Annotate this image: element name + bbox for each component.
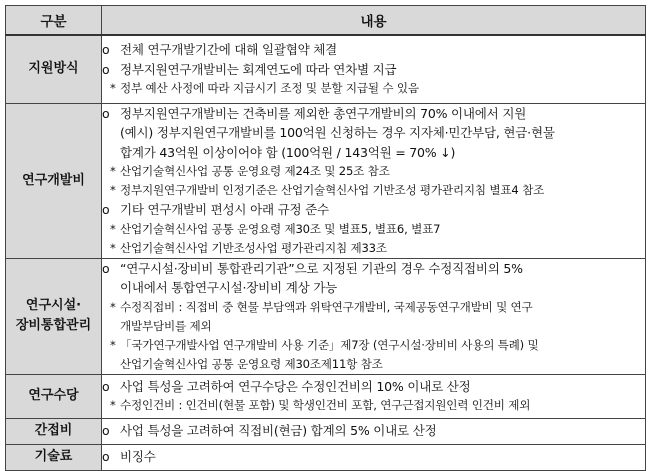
note-item: * 「국가연구개발사업 연구개발비 사용 기준」제7장 (연구시설·장비비 사용의 특례) 및 bbox=[102, 336, 645, 355]
table-row-rnd-cost bbox=[6, 103, 646, 258]
header-category: 구분 bbox=[6, 6, 102, 36]
list-item: o 사업 특성을 고려하여 직접비(현금) 합계의 5% 이내로 산정 bbox=[102, 421, 645, 441]
bullet-marker: o bbox=[102, 42, 110, 58]
list-item-continuation: 이내에서 통합연구시설·장비비 계상 가능 bbox=[120, 280, 337, 295]
note-item: * 산업기술혁신사업 공통 운영요령 제30조 및 별표5, 별표6, 별표7 bbox=[102, 220, 645, 239]
category-cell: 기술료 bbox=[6, 444, 102, 470]
note-item: * 산업기술혁신사업 공통 운영요령 제24조 및 25조 참조 bbox=[102, 162, 645, 181]
category-cell: 연구수당 bbox=[6, 374, 102, 418]
list-item: o 사업 특성을 고려하여 연구수당은 수정인건비의 10% 이내로 산정 bbox=[102, 377, 645, 397]
note-item: * 산업기술혁신사업 기반조성사업 평가관리지침 제33조 bbox=[102, 239, 645, 258]
table-header-row bbox=[6, 6, 646, 36]
bullet-marker: o bbox=[102, 202, 110, 217]
note-marker: * bbox=[110, 337, 116, 352]
note-item: * 수정인건비 : 인건비(현물 포함) 및 학생인건비 포함, 연구근접지원인력 인건비 제외 bbox=[102, 396, 645, 415]
note-marker: * bbox=[110, 299, 116, 314]
note-item: * 수정직접비 : 직접비 중 현물 부담액과 위탁연구개발비, 국제공동연구개발비 및 연구 bbox=[102, 298, 645, 317]
table-row-indirect-cost bbox=[6, 418, 646, 444]
category-cell: 연구개발비 bbox=[6, 103, 102, 258]
list-item: o 전체 연구개발기간에 대해 일괄협약 체결 bbox=[102, 40, 645, 60]
note-marker: * bbox=[110, 164, 116, 178]
note-marker: * bbox=[110, 240, 116, 255]
content-cell bbox=[102, 444, 646, 470]
category-cell: 지원방식 bbox=[6, 35, 102, 103]
content-cell bbox=[102, 35, 646, 103]
category-line: 장비통합관리 bbox=[15, 318, 92, 333]
category-cell bbox=[6, 258, 102, 374]
bullet-marker: o bbox=[102, 61, 110, 77]
category-line: 연구시설· bbox=[25, 298, 82, 313]
list-item: o 비징수 bbox=[102, 447, 645, 467]
note-item-continuation: 개발부담비를 제외 bbox=[120, 318, 212, 333]
list-item: o “연구시설·장비비 통합관리기관”으로 지정된 기관의 경우 수정직접비의 5% bbox=[102, 259, 645, 279]
note-item: * 정부지원연구개발비 인정기준은 산업기술혁신사업 기반조성 평가관리지침 별표4 참조 bbox=[102, 181, 645, 200]
table-row-facility-equipment bbox=[6, 258, 646, 374]
note-marker: * bbox=[110, 81, 116, 96]
content-cell bbox=[102, 258, 646, 374]
list-item-continuation: (예시) 정부지원연구개발비를 100억원 신청하는 경우 지자체·민간부담, 현금·현물 bbox=[120, 125, 555, 140]
budget-rules-table bbox=[5, 5, 646, 471]
header-content: 내용 bbox=[102, 6, 646, 36]
content-cell bbox=[102, 418, 646, 444]
note-marker: * bbox=[110, 398, 116, 413]
content-cell bbox=[102, 374, 646, 418]
bullet-marker: o bbox=[102, 423, 110, 439]
note-item-continuation: 산업기술혁신사업 공통 운영요령 제30조제11항 참조 bbox=[120, 356, 383, 371]
bullet-marker: o bbox=[102, 378, 110, 394]
list-item-continuation: 합계가 43억원 이상이어야 함 (100억원 / 143억원 = 70% ↓) bbox=[120, 144, 456, 160]
table-row-support-method bbox=[6, 35, 646, 103]
note-marker: * bbox=[110, 183, 116, 197]
note-marker: * bbox=[110, 221, 116, 236]
list-item: o 정부지원연구개발비는 건축비를 제외한 총연구개발비의 70% 이내에서 지원 bbox=[102, 104, 645, 124]
table-row-research-allowance bbox=[6, 374, 646, 418]
list-item: o 기타 연구개발비 편성시 아래 규정 준수 bbox=[102, 200, 645, 220]
bullet-marker: o bbox=[102, 449, 110, 465]
note-item: * 정부 예산 사정에 따라 지급시기 조정 및 분할 지급될 수 있음 bbox=[102, 79, 645, 98]
content-cell bbox=[102, 103, 646, 258]
list-item: o 정부지원연구개발비는 회계연도에 따라 연차별 지급 bbox=[102, 60, 645, 80]
table-row-royalty bbox=[6, 444, 646, 470]
category-cell: 간접비 bbox=[6, 418, 102, 444]
bullet-marker: o bbox=[102, 105, 110, 121]
bullet-marker: o bbox=[102, 260, 110, 276]
